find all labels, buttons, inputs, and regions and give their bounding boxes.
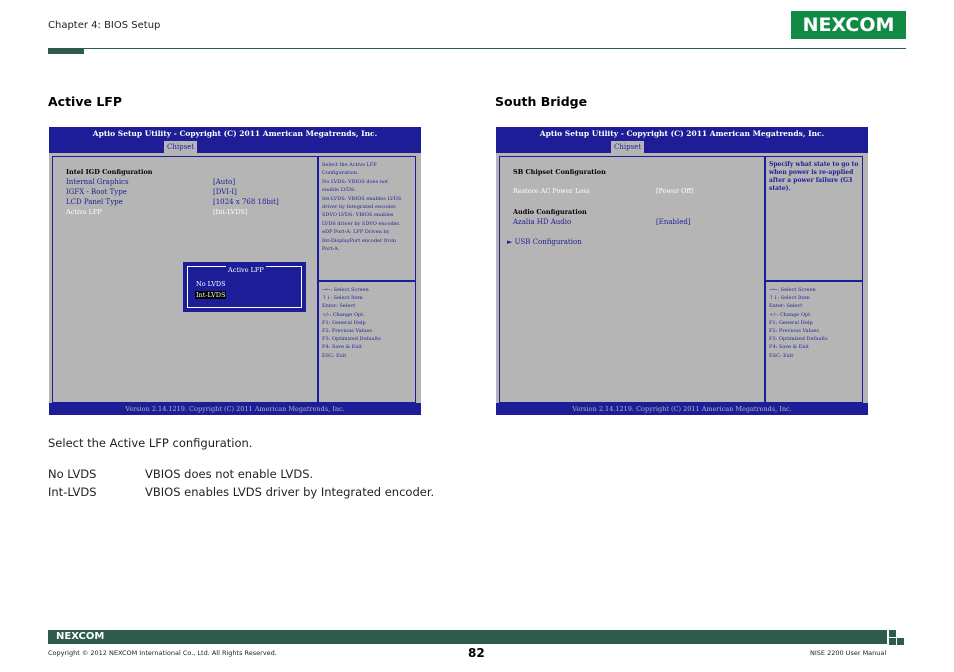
- help-line: Select the Active LFP: [322, 162, 377, 168]
- page-number: 82: [468, 646, 485, 660]
- key-legend: [769, 286, 828, 360]
- group-label-igd: Intel IGD Configuration: [66, 168, 153, 176]
- key-legend-item: ESC: Exit: [322, 352, 347, 359]
- key-legend-item: Enter: Select: [769, 303, 803, 310]
- bios-tab-bar: [49, 141, 421, 153]
- value-igfx-boot-type[interactable]: [DVI-I]: [213, 188, 237, 196]
- help-line: Configuration.: [322, 170, 359, 177]
- section-title-active-lfp: Active LFP: [48, 94, 122, 109]
- header-rule: [48, 48, 906, 49]
- footer-bar: [48, 630, 887, 644]
- bios-title-bar: Aptio Setup Utility - Copyright (C) 2011 American Megatrends, Inc.: [496, 127, 868, 141]
- value-active-lfp[interactable]: [Int-LVDS]: [213, 208, 248, 216]
- bios-footer-bar: Version 2.14.1219. Copyright (C) 2011 American Megatrends, Inc.: [49, 403, 421, 415]
- submenu-usb-configuration[interactable]: ► USB Configuration: [507, 238, 582, 246]
- value-internal-graphics[interactable]: [Auto]: [213, 178, 236, 186]
- help-line: driver by Integrated encoder.: [322, 204, 397, 211]
- key-legend-item: F3: Optimized Defaults: [769, 336, 828, 343]
- def-desc-no-lvds: VBIOS does not enable LVDS.: [145, 467, 314, 481]
- popup-option-int-lvds[interactable]: Int-LVDS: [196, 291, 226, 299]
- popup-option-no-lvds[interactable]: No LVDS: [196, 280, 226, 288]
- logo-text: NEXCOM: [802, 14, 895, 36]
- key-legend-item: F4: Save & Exit: [322, 344, 362, 351]
- key-legend-item: F4: Save & Exit: [769, 344, 809, 351]
- popup-title: Active LFP: [228, 266, 264, 274]
- help-line: Port-A.: [322, 246, 340, 253]
- help-line: state).: [769, 185, 791, 192]
- chapter-heading: Chapter 4: BIOS Setup: [48, 20, 161, 31]
- key-legend-item: ↑↓: Select Item: [769, 295, 810, 302]
- bios-keys-pane: [318, 281, 416, 403]
- key-legend-item: Enter: Select: [322, 303, 356, 310]
- menu-item-igfx-boot-type[interactable]: IGFX - Boot Type: [66, 188, 127, 196]
- footer-square-icon: [897, 638, 904, 645]
- bios-help-pane: [765, 156, 863, 281]
- def-desc-int-lvds: VBIOS enables LVDS driver by Integrated encoder.: [145, 485, 435, 499]
- menu-item-internal-graphics[interactable]: Internal Graphics: [66, 178, 129, 186]
- group-label-audio: Audio Configuration: [513, 208, 587, 216]
- intro-text: Select the Active LFP configuration.: [48, 436, 253, 450]
- key-legend: [322, 286, 381, 360]
- footer-square-icon: [889, 638, 896, 645]
- help-line: Int-DisplayPort encoder from: [322, 237, 396, 244]
- bios-footer-bar: Version 2.14.1219. Copyright (C) 2011 American Megatrends, Inc.: [496, 403, 868, 415]
- value-lcd-panel-type[interactable]: [1024 x 768 18bit]: [213, 198, 279, 206]
- bios-keys-pane: [765, 281, 863, 403]
- help-line: after a power failure (G3: [769, 177, 853, 184]
- active-lfp-popup: [183, 262, 306, 312]
- bios-main-pane: [499, 156, 765, 403]
- footer-copyright: Copyright © 2012 NEXCOM International Co., Ltd. All Rights Reserved.: [48, 649, 277, 657]
- group-label-sb-chipset: SB Chipset Configuration: [513, 168, 606, 176]
- menu-item-azalia-hd-audio[interactable]: Azalia HD Audio: [513, 218, 572, 226]
- footer-square-icon: [889, 630, 896, 637]
- key-legend-item: ESC: Exit: [769, 352, 794, 359]
- help-line: when power is re-applied: [769, 169, 854, 176]
- help-line: Int-LVDS: VBIOS enables LVDS: [322, 195, 402, 202]
- key-legend-item: +/-: Change Opt.: [322, 311, 365, 318]
- key-legend-item: →←: Select Screen: [769, 287, 816, 293]
- bios-title-bar: Aptio Setup Utility - Copyright (C) 2011 American Megatrends, Inc.: [49, 127, 421, 141]
- def-term-int-lvds: Int-LVDS: [48, 485, 97, 499]
- key-legend-item: F2: Previous Values: [769, 328, 819, 335]
- help-line: Specify what state to go to: [769, 161, 859, 168]
- key-legend-item: F1: General Help: [322, 319, 366, 326]
- tab-chipset[interactable]: Chipset: [611, 141, 644, 153]
- key-legend-item: F1: General Help: [769, 319, 813, 326]
- key-legend-item: F2: Previous Values: [322, 328, 372, 335]
- def-term-no-lvds: No LVDS: [48, 467, 97, 481]
- footer-logo: NEXCOM: [56, 631, 105, 642]
- value-azalia-hd-audio[interactable]: [Enabled]: [656, 218, 691, 226]
- key-legend-item: +/-: Change Opt.: [769, 311, 812, 318]
- key-legend-item: ↑↓: Select Item: [322, 295, 363, 302]
- key-legend-item: →←: Select Screen: [322, 287, 369, 293]
- value-restore-ac-power-loss[interactable]: [Power Off]: [656, 187, 694, 195]
- nexcom-logo: [791, 11, 906, 39]
- bios-main-pane: [52, 156, 318, 403]
- help-line: SDVO LVDS: VBIOS enables: [322, 212, 394, 219]
- bios-screen-active-lfp: [49, 127, 421, 415]
- popup-frame: [187, 266, 302, 308]
- menu-item-active-lfp[interactable]: Active LFP: [66, 208, 102, 216]
- menu-item-restore-ac-power-loss[interactable]: Restore AC Power Loss: [513, 187, 590, 195]
- help-line: enable LVDS.: [322, 187, 356, 194]
- help-line: LVDS driver by SDVO encoder.: [322, 220, 401, 227]
- bios-screen-south-bridge: [496, 127, 868, 415]
- bios-help-pane: [318, 156, 416, 281]
- help-line: eDP Port-A: LFP Driven by: [322, 229, 390, 236]
- header-tab-accent: [48, 48, 84, 54]
- help-line: No LVDS: VBIOS does not: [322, 178, 388, 185]
- menu-item-lcd-panel-type[interactable]: LCD Panel Type: [66, 198, 123, 206]
- tab-chipset[interactable]: Chipset: [164, 141, 197, 153]
- help-text: [769, 161, 861, 193]
- section-title-south-bridge: South Bridge: [495, 94, 588, 109]
- bios-tab-bar: [496, 141, 868, 153]
- footer-manual-title: NISE 2200 User Manual: [810, 649, 887, 657]
- help-text: [322, 161, 414, 253]
- key-legend-item: F3: Optimized Defaults: [322, 336, 381, 343]
